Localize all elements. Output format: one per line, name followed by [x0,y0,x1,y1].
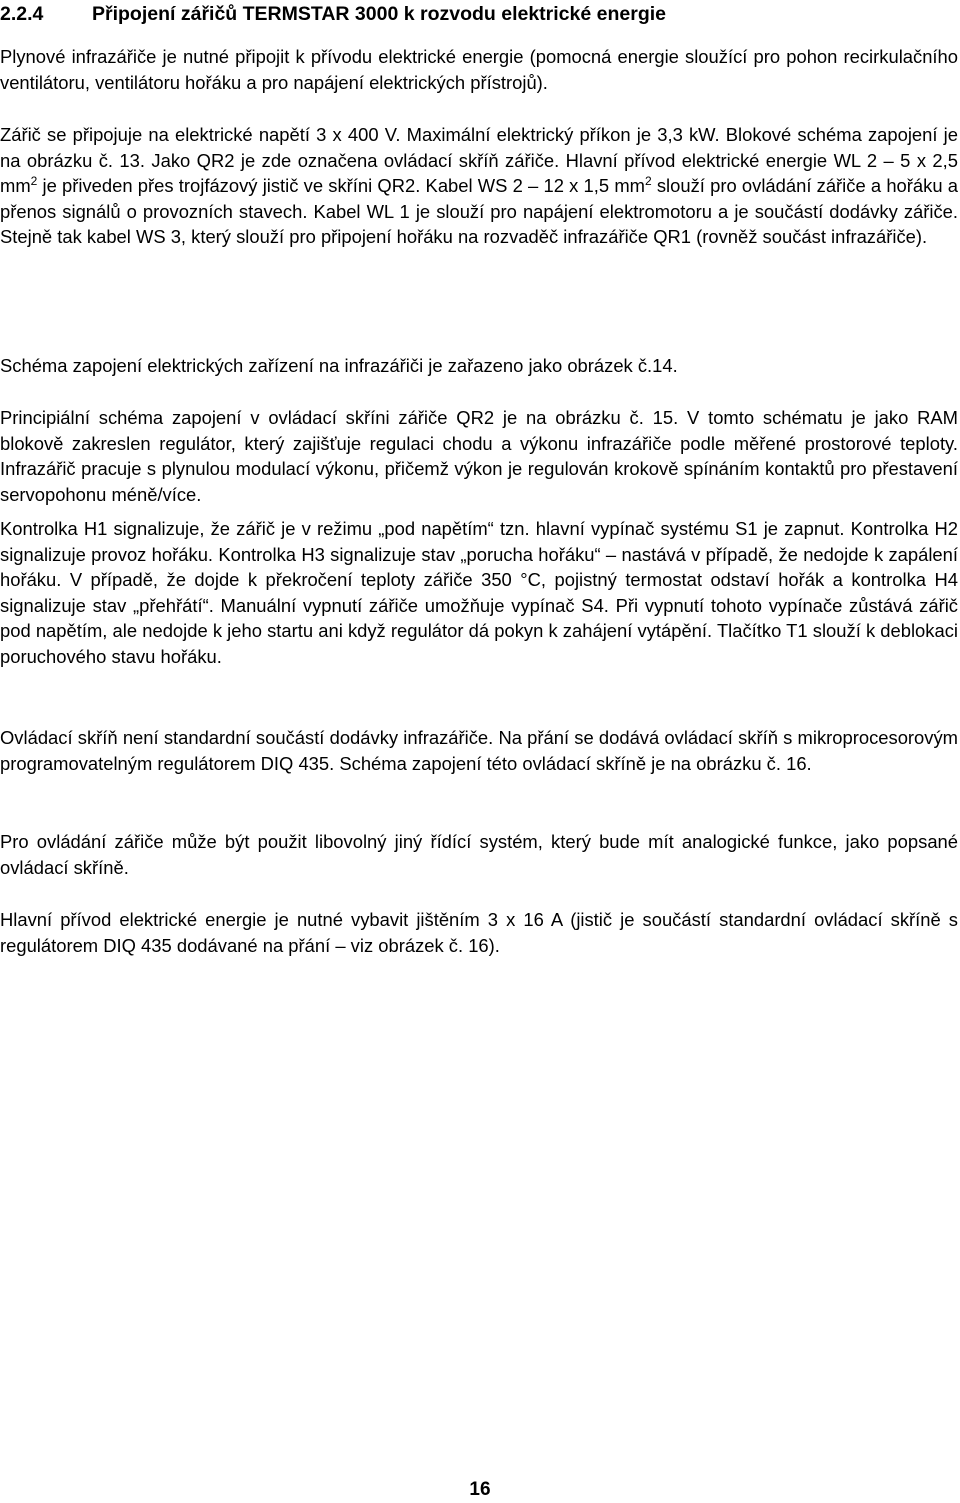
page-number: 16 [469,1479,491,1500]
paragraph-schema-15: Principiální schéma zapojení v ovládací skříni zářiče QR2 je na obrázku č. 15. V tomto schématu je jako RAM blokově zakreslen regulátor, který zajišťuje regulaci chodu a výkonu infrazářiče podle měřené prostorové teploty. Infrazářič pracuje s plynulou modulací výkonu, přičemž výkon je regulován krokově spínáním kontaktů pro přestavení servopohonu méně/více. [0,407,958,505]
paragraph-connection [0,122,958,250]
section-number: 2.2.4 [0,3,44,25]
paragraph-connection-part-c: slouží pro ovládání zářiče a hořáku a přenos signálů o provozních stavech. Kabel WL 1 je slouží pro napájení elektromotoru a je součástí dodávky zářiče. Stejně tak kabel WS 3, který slouží pro připojení hořáku na rozvaděč infrazářiče QR1 (rovněž součást infrazářiče). [0,175,958,247]
superscript-squared: 2 [644,173,652,188]
paragraph-main-supply: Hlavní přívod elektrické energie je nutné vybavit jištěním 3 x 16 A (jistič je součástí standardní ovládací skříně s regulátorem DIQ 435 dodávané na přání – viz obrázek č. 16). [0,909,958,956]
paragraph-control-box: Ovládací skříň není standardní součástí dodávky infrazářiče. Na přání se dodává ovládací skříň s mikroprocesorovým programovatelným regulátorem DIQ 435. Schéma zapojení této ovládací skříně je na obrázku č. 16. [0,727,958,774]
paragraph-intro: Plynové infrazářiče je nutné připojit k přívodu elektrické energie (pomocná energie sloužící pro pohon recirkulačního ventilátoru, ventilátoru hořáku a pro napájení elektrických přístrojů). [0,46,958,93]
superscript-squared: 2 [30,173,38,188]
section-title: Připojení zářičů TERMSTAR 3000 k rozvodu elektrické energie [92,3,666,25]
paragraph-alternative-control: Pro ovládání zářiče může být použit libovolný jiný řídící systém, který bude mít analogické funkce, jako popsané ovládací skříně. [0,831,958,878]
section-heading [0,0,960,28]
paragraph-indicators: Kontrolka H1 signalizuje, že zářič je v režimu „pod napětím“ tzn. hlavní vypínač systému S1 je zapnut. Kontrolka H2 signalizuje provoz hořáku. Kontrolka H3 signalizuje stav „porucha hořáku“ – nastává v případě, že nedojde k zapálení hořáku. V případě, že dojde k překročení teploty zářiče 350 °C, pojistný termostat odstaví hořák a kontrolka H4 signalizuje stav „přehřátí“. Manuální vypnutí zářiče umožňuje vypínač S4. Při vypnutí tohoto vypínače zůstává zářič pod napětím, ale nedojde k jeho startu ani když regulátor dá pokyn k zahájení vytápění. Tlačítko T1 slouží k deblokaci poruchového stavu hořáku. [0,518,958,667]
paragraph-schema-14: Schéma zapojení elektrických zařízení na infrazářiči je zařazeno jako obrázek č.14. [0,355,678,376]
paragraph-connection-part-b: je přiveden přes trojfázový jistič ve skříni QR2. Kabel WS 2 – 12 x 1,5 mm [37,175,645,196]
paragraph-connection-part-a: Zářič se připojuje na elektrické napětí 3 x 400 V. Maximální elektrický příkon je 3,3 kW. Blokové schéma zapojení je na obrázku č. 13. Jako QR2 je zde označena ovládací skříň zářiče. Hlavní přívod elektrické energie WL 2 – 5 x 2,5 mm [0,124,958,196]
